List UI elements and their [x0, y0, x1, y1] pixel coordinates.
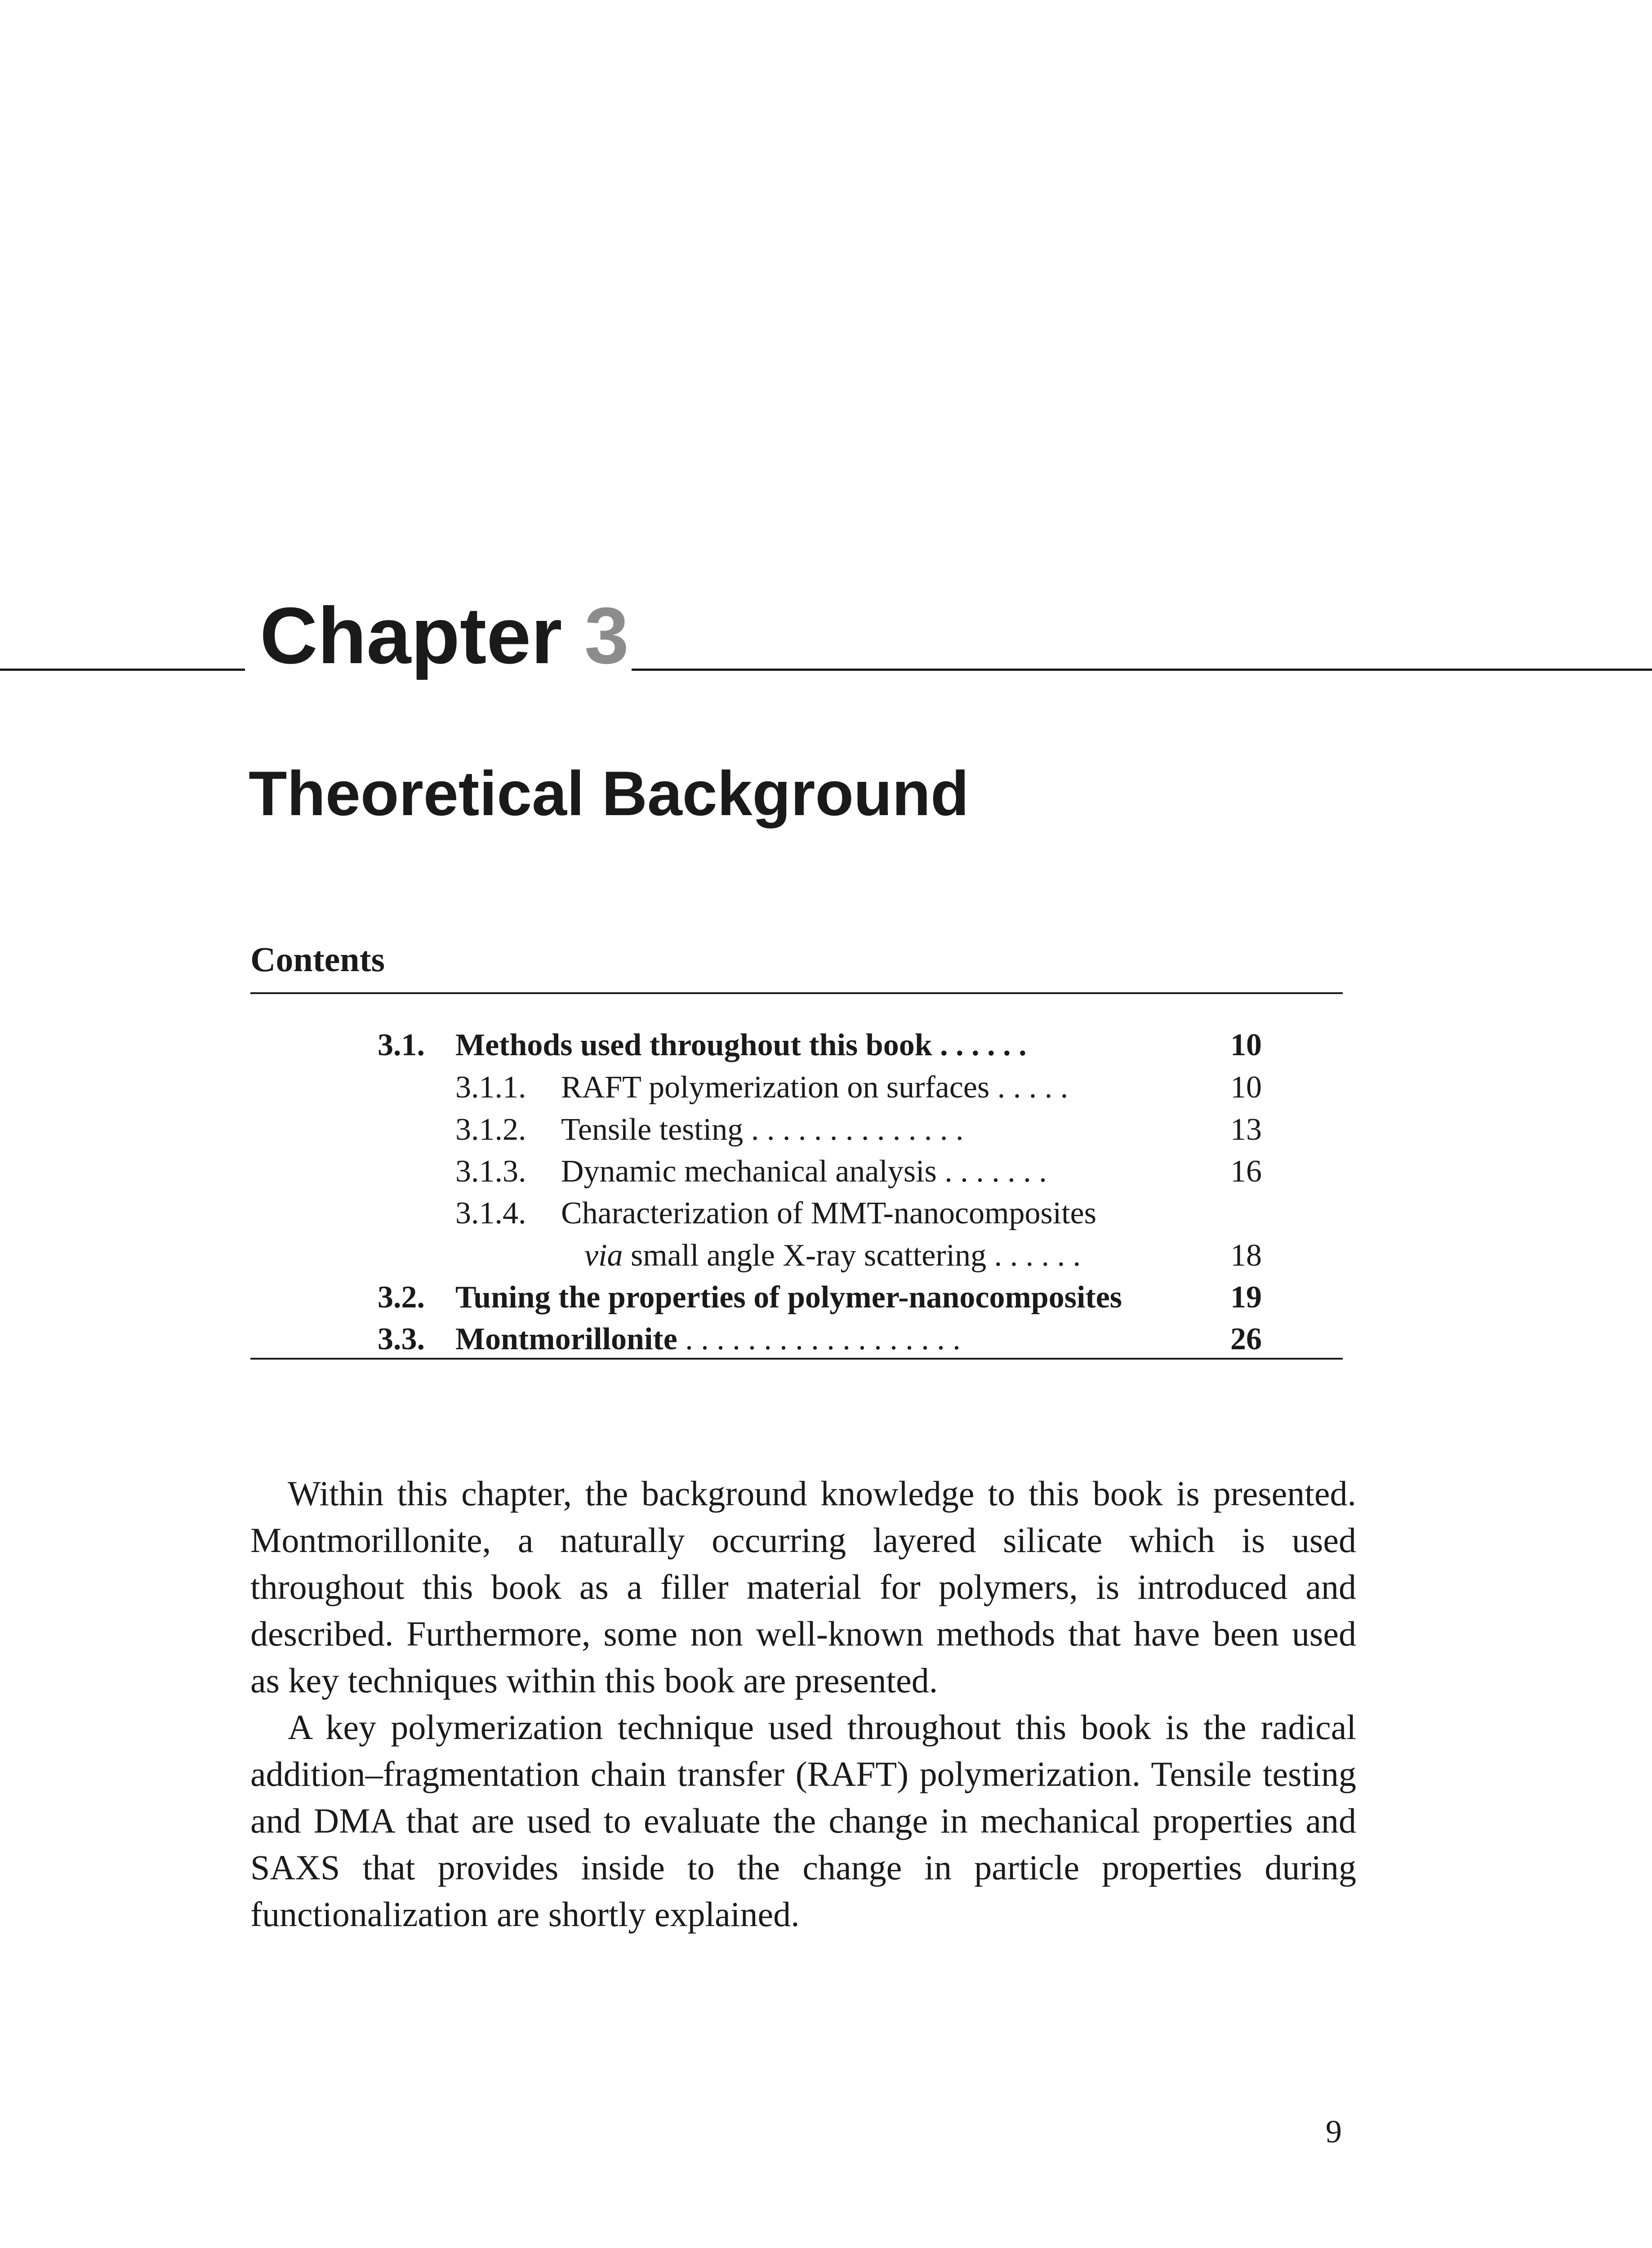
- body-paragraph: Within this chapter, the background knowledge to this book is presented. Montmorillonite, a naturally occurring layered silicate which is used throughout this book as a filler material for polymers, is introduced and described. Furthermore, some non well-known methods that have been used as key techniques within this book are presented.: [250, 1474, 1356, 1700]
- toc-entry-title-italic: via: [584, 1238, 623, 1273]
- toc-entry-page: 18: [1230, 1238, 1262, 1273]
- toc-entry-title: [455, 1276, 1122, 1319]
- toc-entry-title: [561, 1151, 1047, 1193]
- toc-entry-title: [561, 1192, 1096, 1235]
- toc-entry[interactable]: [0, 1151, 1652, 1193]
- chapter-word: Chapter: [260, 591, 562, 680]
- toc-entry-number: 3.1.2.: [455, 1112, 526, 1147]
- toc-entry-number: 3.1.4.: [455, 1196, 526, 1231]
- toc-leader: . . . . . . . . . . . . . .: [743, 1112, 964, 1147]
- contents-rule-bottom: [250, 1358, 1343, 1360]
- toc-leader: . . . . .: [989, 1070, 1069, 1105]
- toc-entry-number: 3.2.: [378, 1280, 425, 1315]
- toc-entry-page: 10: [1230, 1028, 1262, 1062]
- toc-entry-page: 10: [1230, 1070, 1262, 1105]
- toc-entry-number: 3.3.: [378, 1322, 425, 1356]
- toc-entry[interactable]: [0, 1024, 1652, 1066]
- toc-entry-title: [561, 1066, 1068, 1109]
- toc-entry-number: 3.1.3.: [455, 1154, 526, 1189]
- toc-entry-title-text: small angle X-ray scattering: [623, 1238, 987, 1273]
- chapter-title: Theoretical Background: [249, 758, 969, 829]
- body-text: [250, 1470, 1356, 1938]
- toc-entry-title-text: Dynamic mechanical analysis: [561, 1154, 937, 1189]
- body-paragraph: A key polymerization technique used throughout this book is the radical addition–fragmentation chain transfer (RAFT) polymerization. Tensile testing and DMA that are used to evaluate the change in mechanical properties and SAXS that provides inside to the change in particle properties during functionalization are shortly explained.: [250, 1708, 1356, 1934]
- toc-entry-title: [455, 1024, 1027, 1066]
- toc-entry-title-text: Tensile testing: [561, 1112, 744, 1147]
- toc-entry-title: [455, 1318, 961, 1360]
- toc-entry-page: 13: [1230, 1112, 1262, 1147]
- toc-entry[interactable]: [0, 1066, 1652, 1109]
- toc-entry[interactable]: [0, 1276, 1652, 1319]
- toc-entry[interactable]: [0, 1318, 1652, 1360]
- contents-heading: Contents: [250, 940, 385, 979]
- toc-entry-number: 3.1.: [378, 1028, 425, 1062]
- toc-entry-continuation[interactable]: [0, 1235, 1652, 1277]
- toc-leader: . . . . . .: [986, 1238, 1081, 1273]
- toc-leader: . . . . . .: [932, 1028, 1027, 1062]
- toc-entry[interactable]: [0, 1109, 1652, 1151]
- toc-entry[interactable]: [0, 1192, 1652, 1235]
- toc-leader: . . . . . . . . . . . . . . . . . .: [677, 1322, 961, 1356]
- toc-entry-page: 19: [1230, 1280, 1262, 1315]
- toc-entry-title-text: RAFT polymerization on surfaces: [561, 1070, 990, 1105]
- chapter-heading: [260, 591, 629, 680]
- toc-entry-title: [561, 1109, 963, 1151]
- page-number: 9: [1326, 2114, 1342, 2150]
- toc-entry-page: 16: [1230, 1154, 1262, 1189]
- toc-entry-title-text: Methods used throughout this book: [455, 1028, 932, 1062]
- toc-entry-title-text: Montmorillonite: [455, 1322, 677, 1356]
- toc-entry-number: 3.1.1.: [455, 1070, 526, 1105]
- toc-entry-title-text: Tuning the properties of polymer-nanocomposites: [455, 1280, 1122, 1315]
- chapter-rule-left: [0, 669, 245, 671]
- chapter-number: 3: [584, 591, 629, 680]
- toc-entry-title-text: Characterization of MMT-nanocomposites: [561, 1196, 1096, 1231]
- toc-entry-page: 26: [1230, 1322, 1262, 1356]
- chapter-rule-right: [632, 669, 1652, 671]
- contents-rule-top: [250, 992, 1343, 994]
- toc-entry-title: [584, 1235, 1081, 1277]
- toc-leader: . . . . . . .: [936, 1154, 1047, 1189]
